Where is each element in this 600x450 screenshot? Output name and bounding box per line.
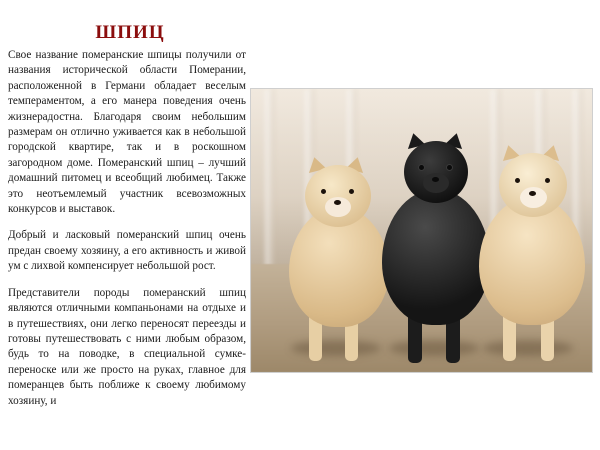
background-rail [265,89,275,270]
dog-head [305,165,371,227]
page-title: ШПИЦ [95,22,165,43]
paragraph-3: Представители породы померанский шпиц являются отличными компаньонами на отдыхе и в путешествиях, они легко переносят переезды и готовы путешествовать с ними любым образом, будь то на поводке, в специальной сумке-переноске или же просто на руках, главное для померанцев быть поближе к своему любимому хозяину, и [8,286,246,407]
cream-pomeranian-right [473,141,591,363]
dog-eye [447,165,452,170]
pomeranian-photo [250,88,593,373]
dog-nose [334,200,341,205]
dog-eye [545,178,550,183]
dog-nose [432,177,439,182]
paragraph-1: Свое название померанские шпицы получили от названия исторической области Померании, расположенной в Германи обладает веселым темпераментом, а его манера поведения очень жизнерадостна. Благодаря своим небольшим размерам он отлично уживается как в небольшой городской квартире, так и в роскошном загородном доме. Померанский шпиц – лучший домашний питомец и всеобщий любимец. Также это неотъемлемый участник всевозможных конкурсов и выставок. [8,49,246,216]
dog-nose [529,191,536,196]
dog-eye [419,165,424,170]
dog-eye [349,189,354,194]
dog-eye [321,189,326,194]
photo-background [251,89,592,372]
dog-muzzle [423,173,449,193]
dog-eye [515,178,520,183]
paragraph-2: Добрый и ласковый померанский шпиц очень предан своему хозяину, а его активность и живой ум с лихвой компенсирует небольшой рост. [8,229,246,273]
body-text [8,48,246,420]
dog-head [404,141,468,203]
